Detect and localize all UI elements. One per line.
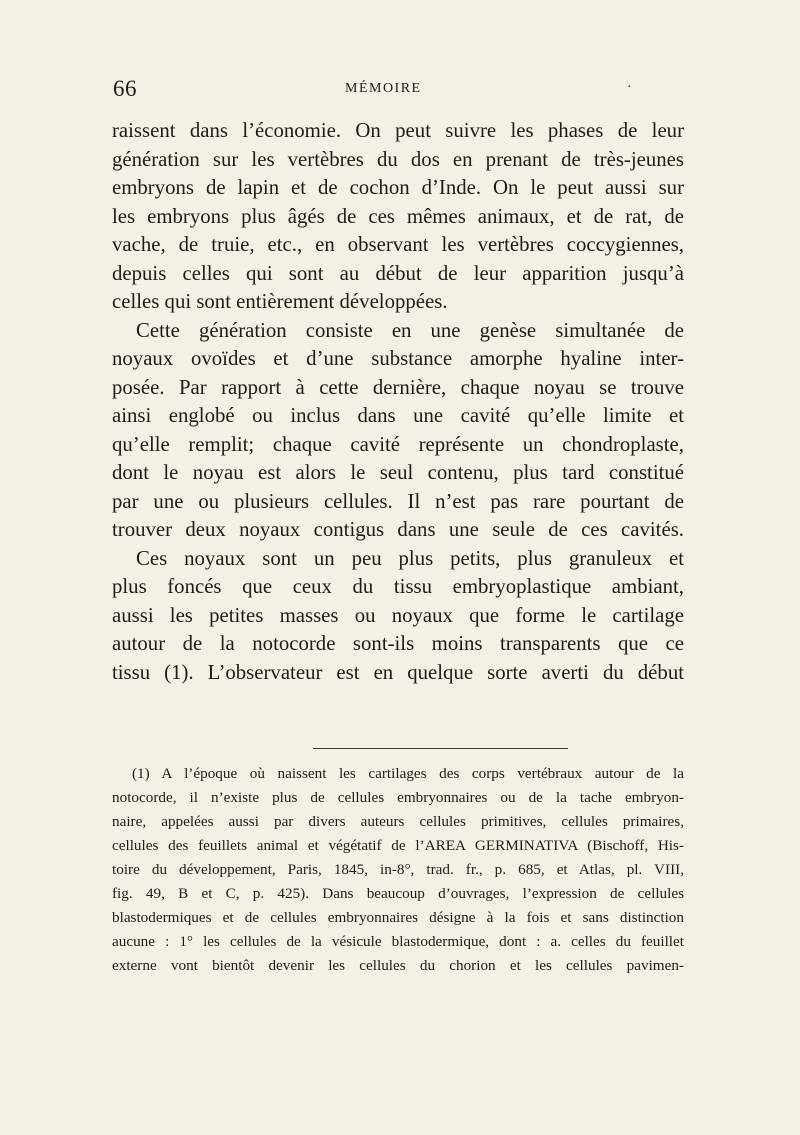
text-line: les embryons plus âgés de ces mêmes animaux, et de rat, de — [112, 204, 684, 228]
text-line: dont le noyau est alors le seul contenu, plus tard constitué — [112, 461, 684, 484]
text-line: aussi les petites masses ou noyaux que forme le cartilage — [112, 603, 684, 627]
footnote — [112, 762, 684, 978]
text-line: vache, de truie, etc., en observant les vertèbres coccygiennes, — [112, 233, 684, 256]
text-line: Cette génération consiste en une genèse simultanée de — [136, 318, 684, 342]
text-line: plus foncés que ceux du tissu embryoplastique ambiant, — [112, 575, 684, 598]
text-line: noyaux ovoïdes et d’une substance amorphe hyaline inter- — [112, 347, 684, 370]
text-line: trouver deux noyaux contigus dans une seule de ces cavités. — [112, 518, 684, 541]
footnote-line: aucune : 1° les cellules de la vésicule blastodermique, dont : a. celles du feuillet — [112, 933, 684, 950]
text-line: embryons de lapin et de cochon d’Inde. On le peut aussi sur — [112, 176, 684, 199]
text-line: par une ou plusieurs cellules. Il n’est pas rare pourtant de — [112, 489, 684, 513]
running-head — [113, 76, 673, 106]
text-line: autour de la notocorde sont-ils moins transparents que ce — [112, 632, 684, 655]
footnote-line: toire du développement, Paris, 1845, in-8°, trad. fr., p. 685, et Atlas, pl. VIII, — [112, 861, 684, 878]
text-line: depuis celles qui sont au début de leur apparition jusqu’à — [112, 261, 684, 285]
text-line: tissu (1). L’observateur est en quelque sorte averti du début — [112, 660, 684, 684]
text-line: raissent dans l’économie. On peut suivre les phases de leur — [112, 119, 684, 142]
footnote-line: naire, appelées aussi par divers auteurs cellules primitives, cellules primaires, — [112, 813, 684, 830]
footnote-line: blastodermiques et de cellules embryonnaires désigne à la fois et sans distinction — [112, 909, 684, 926]
footnote-line: (1) A l’époque où naissent les cartilages des corps vertébraux autour de la — [132, 765, 684, 782]
text-line: qu’elle remplit; chaque cavité représente un chondroplaste, — [112, 432, 684, 456]
text-line: génération sur les vertèbres du dos en prenant de très-jeunes — [112, 147, 684, 171]
footnote-line: notocorde, il n’existe plus de cellules embryonnaires ou de la tache embryon- — [112, 789, 684, 806]
footnote-line: fig. 49, B et C, p. 425). Dans beaucoup d’ouvrages, l’expression de cellules — [112, 885, 684, 902]
text-line: Ces noyaux sont un peu plus petits, plus granuleux et — [136, 546, 684, 570]
footnote-divider — [313, 748, 568, 749]
main-text — [112, 117, 684, 687]
page-number: 66 — [113, 76, 137, 101]
text-line: posée. Par rapport à cette dernière, chaque noyau se trouve — [112, 375, 684, 399]
text-line: celles qui sont entièrement développées. — [112, 290, 448, 313]
header-dot-mark: · — [627, 80, 632, 95]
footnote-line: cellules des feuillets animal et végétatif de l’AREA GERMINATIVA (Bischoff, His- — [112, 837, 684, 854]
running-title: MÉMOIRE — [345, 81, 422, 96]
text-line: ainsi englobé ou inclus dans une cavité qu’elle limite et — [112, 404, 684, 427]
footnote-line: externe vont bientôt devenir les cellules du chorion et les cellules pavimen- — [112, 957, 684, 974]
